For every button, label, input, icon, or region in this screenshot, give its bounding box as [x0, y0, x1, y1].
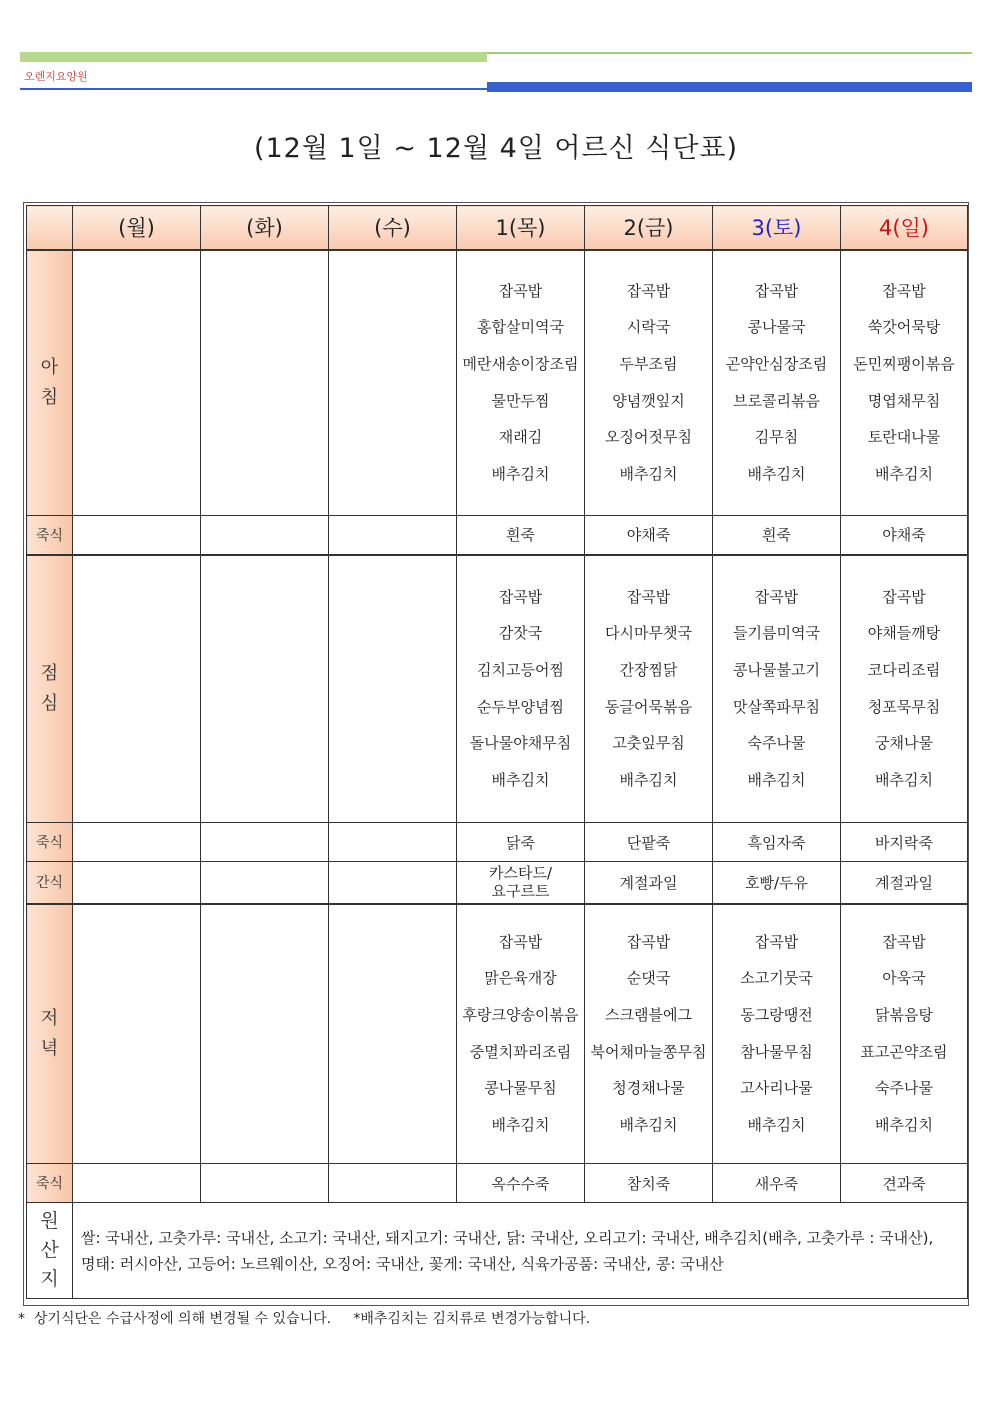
menu-item: 동그랑땡전 — [740, 1006, 813, 1025]
menu-item: 배추김치 — [619, 1116, 678, 1135]
porridge-cell — [201, 1164, 329, 1203]
breakfast-menu-cell — [201, 250, 329, 516]
dinner-menu-cell — [841, 904, 968, 1164]
page-title: (12월 1일 ~ 12월 4일 어르신 식단표) — [253, 133, 739, 164]
porridge-cell: 견과죽 — [841, 1164, 968, 1203]
menu-item: 북어채마늘쫑무침 — [590, 1042, 707, 1061]
breakfast-menu-cell — [457, 250, 585, 516]
porridge-cell: 새우죽 — [713, 1164, 841, 1203]
menu-item: 배추김치 — [747, 771, 806, 790]
snack-label: 간식 — [27, 862, 73, 904]
menu-item: 맛살쪽파무침 — [733, 697, 820, 716]
snack-row — [27, 862, 968, 904]
menu-item: 순두부양념찜 — [477, 697, 564, 716]
porridge-cell: 야채죽 — [841, 516, 968, 555]
porridge-cell — [73, 1164, 201, 1203]
menu-item: 스크램블에그 — [605, 1006, 692, 1025]
porridge-cell: 옥수수죽 — [457, 1164, 585, 1203]
dinner-menu-cell — [457, 904, 585, 1164]
menu-item: 홍합살미역국 — [477, 318, 564, 337]
menu-item: 배추김치 — [747, 465, 806, 484]
menu-item: 메란새송이장조림 — [462, 355, 579, 374]
header-blue-line — [20, 88, 972, 90]
day-header-sunday: 4(일) — [841, 206, 968, 250]
porridge-cell: 흰죽 — [713, 516, 841, 555]
menu-item: 감잣국 — [498, 624, 543, 643]
porridge-cell: 바지락죽 — [841, 823, 968, 862]
porridge-cell — [329, 823, 457, 862]
snack-cell: 계절과일 — [585, 862, 713, 904]
porridge-cell — [73, 516, 201, 555]
menu-item: 물만두찜 — [491, 391, 550, 410]
menu-item: 들기름미역국 — [733, 624, 820, 643]
day-header-saturday: 3(토) — [713, 206, 841, 250]
menu-item: 코다리조림 — [867, 661, 941, 680]
menu-item: 김무침 — [754, 428, 799, 447]
menu-item: 돈민찌팽이볶음 — [853, 355, 955, 374]
porridge-cell: 단팥죽 — [585, 823, 713, 862]
menu-item: 재래김 — [498, 428, 543, 447]
menu-item: 배추김치 — [747, 1116, 806, 1135]
porridge-cell: 야채죽 — [585, 516, 713, 555]
menu-item: 잡곡밥 — [626, 281, 671, 300]
menu-item: 콩나물무침 — [484, 1079, 557, 1098]
menu-item: 잡곡밥 — [754, 281, 799, 300]
menu-item: 잡곡밥 — [882, 587, 926, 606]
breakfast-porridge-row — [27, 516, 968, 555]
menu-item: 고사리나물 — [740, 1079, 813, 1098]
menu-item: 잡곡밥 — [498, 587, 543, 606]
origin-row — [27, 1203, 968, 1299]
lunch-menu-cell — [73, 555, 201, 823]
menu-item: 후랑크양송이볶음 — [462, 1006, 579, 1025]
menu-item: 잡곡밥 — [754, 587, 799, 606]
lunch-menu-cell — [457, 555, 585, 823]
menu-item: 잡곡밥 — [498, 281, 543, 300]
menu-item: 돌나물야채무침 — [469, 734, 572, 753]
day-header-row — [27, 206, 968, 250]
menu-item: 배추김치 — [875, 465, 933, 484]
lunch-menu-cell — [841, 555, 968, 823]
porridge-cell — [329, 1164, 457, 1203]
dinner-menu-cell — [585, 904, 713, 1164]
porridge-cell — [201, 823, 329, 862]
snack-cell: 카스타드/ 요구르트 — [457, 862, 585, 904]
menu-item: 궁채나물 — [875, 734, 933, 753]
menu-item: 배추김치 — [619, 465, 678, 484]
lunch-label: 점 심 — [27, 555, 73, 823]
dinner-menu-cell — [201, 904, 329, 1164]
lunch-row — [27, 555, 968, 823]
menu-item: 잡곡밥 — [882, 932, 926, 951]
dinner-menu-cell — [329, 904, 457, 1164]
breakfast-label: 아 침 — [27, 250, 73, 516]
menu-item: 간장찜닭 — [619, 661, 678, 680]
dinner-label: 저 녁 — [27, 904, 73, 1164]
menu-item: 곤약안심장조림 — [725, 355, 828, 374]
day-header: (월) — [73, 206, 201, 250]
lunch-menu-cell — [585, 555, 713, 823]
menu-item: 잡곡밥 — [754, 932, 799, 951]
menu-item: 잡곡밥 — [626, 932, 671, 951]
snack-cell: 계절과일 — [841, 862, 968, 904]
lunch-menu-cell — [713, 555, 841, 823]
menu-item: 배추김치 — [619, 771, 678, 790]
menu-item: 닭볶음탕 — [875, 1006, 933, 1025]
day-header: 2(금) — [585, 206, 713, 250]
menu-item: 표고곤약조림 — [860, 1042, 948, 1061]
porridge-cell: 흰죽 — [457, 516, 585, 555]
dinner-menu-cell — [73, 904, 201, 1164]
menu-item: 야채들깨탕 — [867, 624, 941, 643]
porridge-label: 죽식 — [27, 1164, 73, 1203]
snack-cell — [329, 862, 457, 904]
menu-item: 아욱국 — [882, 969, 926, 988]
porridge-cell — [329, 516, 457, 555]
menu-item: 배추김치 — [491, 465, 550, 484]
menu-item: 콩나물불고기 — [733, 661, 820, 680]
dinner-porridge-row — [27, 1164, 968, 1203]
breakfast-menu-cell — [73, 250, 201, 516]
corner-cell — [27, 206, 73, 250]
menu-item: 잡곡밥 — [882, 281, 926, 300]
menu-item: 숙주나물 — [875, 1079, 933, 1098]
lunch-menu-cell — [201, 555, 329, 823]
menu-item: 오징어젓무침 — [605, 428, 692, 447]
menu-item: 두부조림 — [619, 355, 678, 374]
origin-text: 쌀: 국내산, 고춧가루: 국내산, 소고기: 국내산, 돼지고기: 국내산, 닭: 국내산, 오리고기: 국내산, 배추김치(배추, 고춧가루 : 국내산), 명태: 러시아산, 고등어: 노르웨이산, 오징어: 국내산, 꽃게: 국내산, 식육가공품: 국내산, 콩: 국내산 — [73, 1203, 968, 1299]
menu-item: 배추김치 — [875, 1116, 933, 1135]
porridge-cell — [201, 516, 329, 555]
menu-item: 김치고등어찜 — [477, 661, 564, 680]
snack-cell — [201, 862, 329, 904]
dinner-row — [27, 904, 968, 1164]
header-org-label: 오렌지요양원 — [24, 70, 88, 83]
menu-item: 중멸치꽈리조림 — [469, 1042, 572, 1061]
day-header: (화) — [201, 206, 329, 250]
menu-item: 청경채나물 — [612, 1079, 685, 1098]
menu-item: 다시마무챗국 — [605, 624, 692, 643]
porridge-cell: 참치죽 — [585, 1164, 713, 1203]
lunch-menu-cell — [329, 555, 457, 823]
menu-item: 배추김치 — [491, 771, 550, 790]
menu-item: 숙주나물 — [747, 734, 806, 753]
snack-cell — [73, 862, 201, 904]
menu-item: 배추김치 — [491, 1116, 550, 1135]
header-green-bar — [20, 52, 487, 62]
menu-item: 명엽채무침 — [867, 391, 941, 410]
porridge-cell — [73, 823, 201, 862]
footnote: * 상기식단은 수급사정에 의해 변경될 수 있습니다. *배추김치는 김치류로 변경가능합니다. — [18, 1311, 591, 1327]
day-header: 1(목) — [457, 206, 585, 250]
day-header: (수) — [329, 206, 457, 250]
breakfast-menu-cell — [585, 250, 713, 516]
menu-item: 배추김치 — [875, 771, 933, 790]
menu-item: 콩나물국 — [747, 318, 806, 337]
header-blue-bar — [487, 82, 972, 92]
menu-item: 토란대나물 — [867, 428, 941, 447]
porridge-cell: 흑임자죽 — [713, 823, 841, 862]
breakfast-menu-cell — [713, 250, 841, 516]
snack-cell: 호빵/두유 — [713, 862, 841, 904]
dinner-menu-cell — [713, 904, 841, 1164]
menu-item: 브로콜리볶음 — [733, 391, 820, 410]
porridge-label: 죽식 — [27, 823, 73, 862]
breakfast-row — [27, 250, 968, 516]
breakfast-menu-cell — [841, 250, 968, 516]
menu-item: 시락국 — [626, 318, 671, 337]
menu-item: 잡곡밥 — [626, 587, 671, 606]
menu-item: 순댓국 — [626, 969, 671, 988]
menu-item: 쑥갓어묵탕 — [867, 318, 941, 337]
menu-item: 고춧잎무침 — [612, 734, 685, 753]
menu-item: 동글어묵볶음 — [605, 697, 692, 716]
menu-item: 잡곡밥 — [498, 932, 543, 951]
menu-item: 맑은육개장 — [484, 969, 557, 988]
lunch-porridge-row — [27, 823, 968, 862]
origin-label: 원 산 지 — [27, 1203, 73, 1299]
breakfast-menu-cell — [329, 250, 457, 516]
porridge-label: 죽식 — [27, 516, 73, 555]
menu-item: 참나물무침 — [740, 1042, 813, 1061]
menu-item: 양념깻잎지 — [612, 391, 685, 410]
menu-item: 소고기뭇국 — [740, 969, 813, 988]
menu-item: 청포묵무침 — [867, 697, 941, 716]
menu-table — [26, 205, 968, 1299]
porridge-cell: 닭죽 — [457, 823, 585, 862]
